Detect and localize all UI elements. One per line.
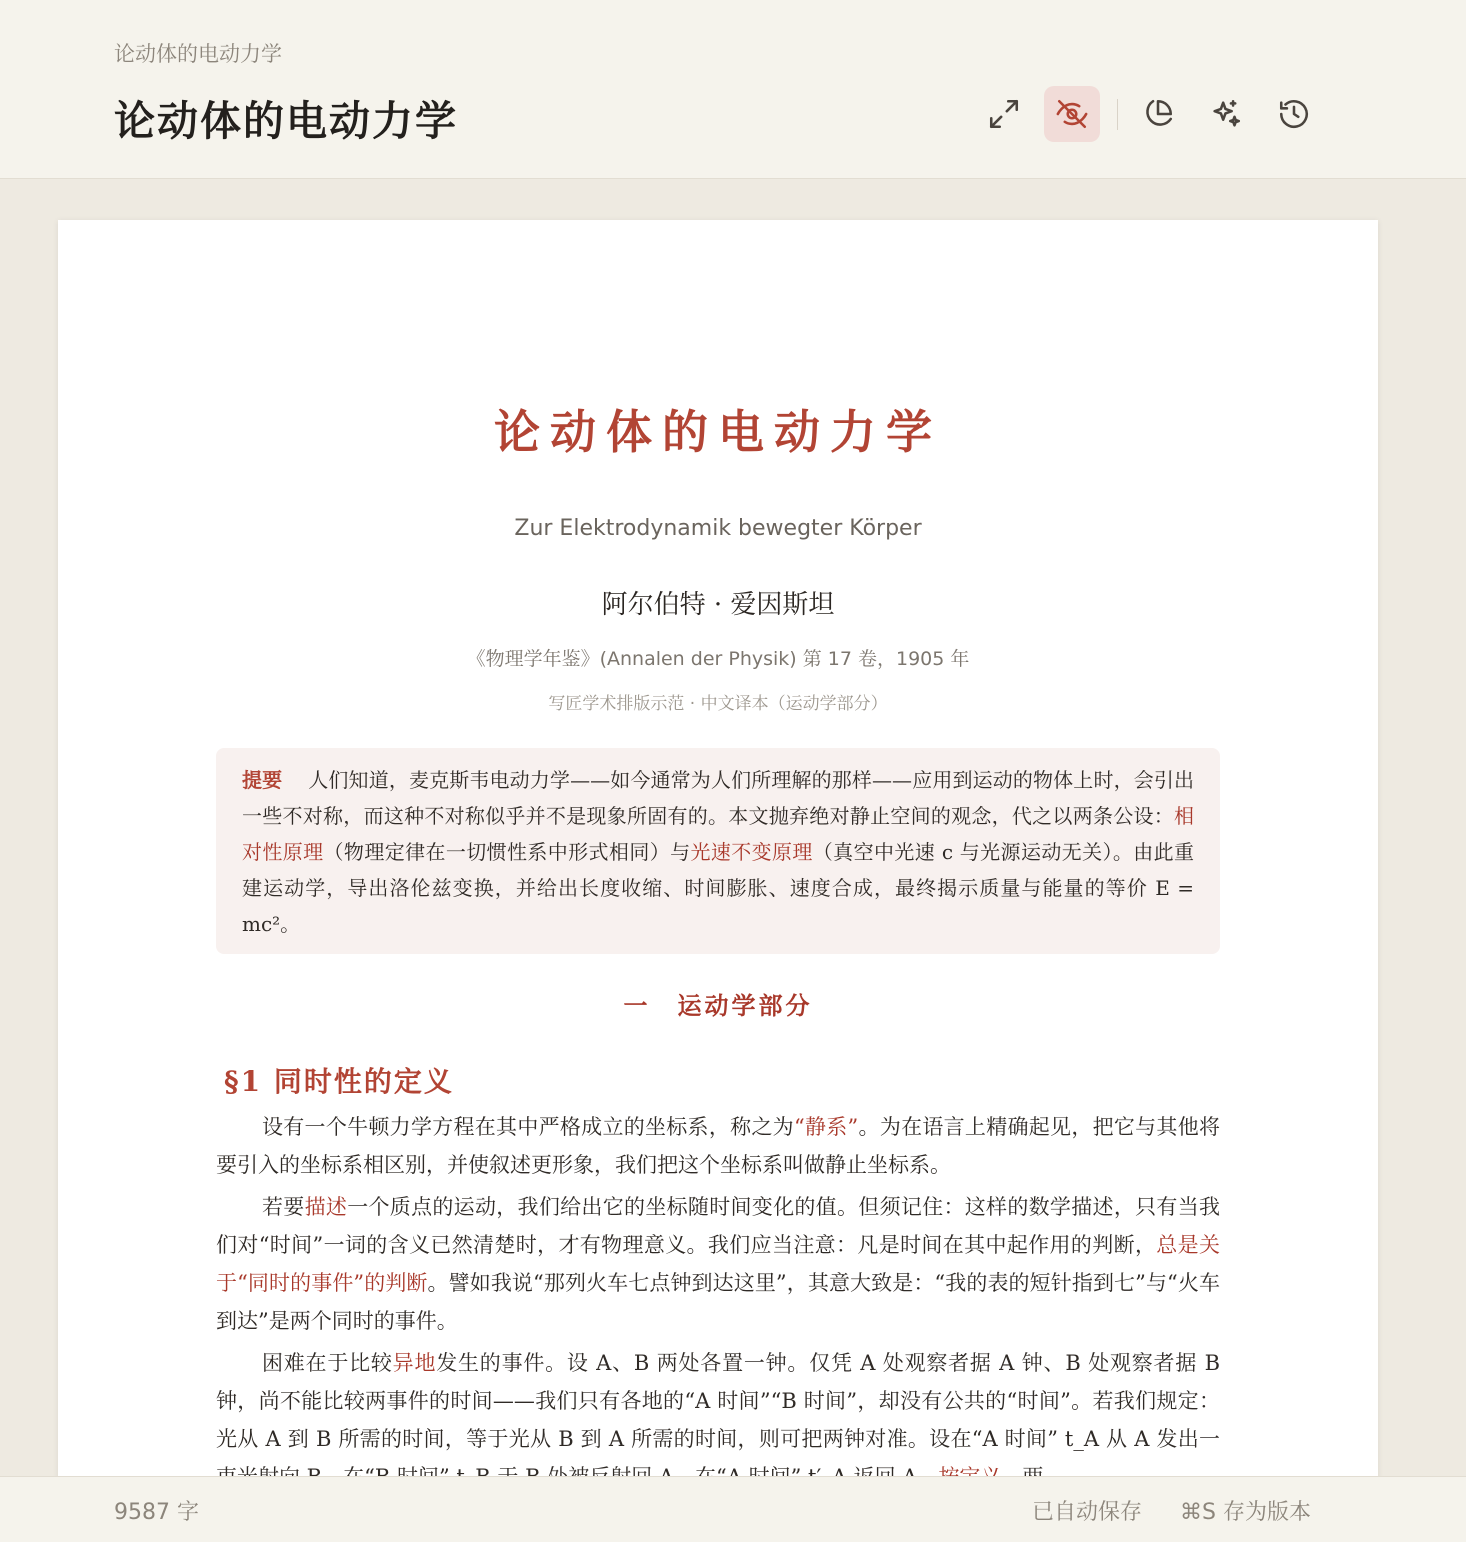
eye-off-icon: [1055, 97, 1089, 131]
paper-note: 写匠学术排版示范 · 中文译本（运动学部分）: [548, 694, 888, 714]
abstract-highlight: 相对性原理: [242, 804, 1194, 864]
paragraph-highlight: 总是关于“同时的事件”的判断: [216, 1233, 1221, 1295]
word-count: 9587 字: [114, 1500, 199, 1525]
expand-icon: [987, 97, 1021, 131]
statistics-button[interactable]: [1130, 86, 1186, 142]
toggle-visibility-button[interactable]: [1044, 86, 1100, 142]
document-page[interactable]: [58, 220, 1378, 1520]
section-heading: 一 运动学部分: [623, 991, 813, 1020]
paragraph-text: 困难在于比较: [262, 1351, 393, 1375]
document-title[interactable]: 论动体的电动力学: [114, 97, 458, 145]
paragraph-highlight: “静系”: [793, 1115, 859, 1139]
history-icon: [1277, 97, 1311, 131]
abstract-box: [216, 748, 1220, 954]
abstract-highlight: 光速不变原理: [690, 840, 813, 864]
abstract-text: 人们知道，麦克斯韦电动力学——如今通常为人们所理解的那样——应用到运动的物体上时，会引出一些不对称，而这种不对称似乎并不是现象所固有的。本文抛弃绝对静止空间的观念，代之以两条公设：: [242, 768, 1195, 828]
paragraph-text: 一个质点的运动，我们给出它的坐标随时间变化的值。但须记住：这样的数学描述，只有当我们对“时间”一词的含义已然清楚时，才有物理意义。我们应当注意：凡是时间在其中起作用的判断，: [216, 1195, 1221, 1257]
autosave-status: 已自动保存: [1032, 1500, 1143, 1525]
sparkle-icon: [1209, 97, 1243, 131]
paragraph-text: 若要: [262, 1195, 305, 1219]
paragraph: [216, 1188, 1220, 1340]
paper-title: 论动体的电动力学: [494, 405, 942, 459]
paragraph-text: 。譬如我说“那列火车七点钟到达这里”，其意大致是：“我的表的短针指到七”与“火车到达”是两个同时的事件。: [216, 1271, 1220, 1333]
subsection-heading: §1 同时性的定义: [224, 1065, 454, 1098]
paragraph-highlight: 异地: [392, 1351, 437, 1375]
history-button[interactable]: [1266, 86, 1322, 142]
paper-author: 阿尔伯特 · 爱因斯坦: [601, 590, 835, 620]
save-version-button[interactable]: ⌘S 存为版本: [1180, 1500, 1311, 1525]
paragraph-text: 。为在语言上精确起见，把它与其他将要引入的坐标系相区别，并使叙述更形象，我们把这个坐标系叫做静止坐标系。: [216, 1115, 1220, 1177]
paper-journal: 《物理学年鉴》(Annalen der Physik) 第 17 卷，1905 年: [466, 648, 970, 670]
editor-header: [0, 0, 1466, 179]
fullscreen-button[interactable]: [976, 86, 1032, 142]
breadcrumb[interactable]: 论动体的电动力学: [114, 42, 282, 66]
status-bar: [0, 1476, 1466, 1542]
paragraph-highlight: 描述: [304, 1195, 348, 1219]
paragraph-text: 发生的事件。设 A、B 两处各置一钟。仅凭 A 处观察者据 A 钟、B 处观察者据 B 钟，尚不能比较两事件的时间——我们只有各地的“A 时间”“B 时间”，却没有公共的“时间”。若我们规定：光从 A 到 B 所需的时间，等于光从 B 到 A 所需的时间，则可把两钟对准。设在“A 时间” t_A 从 A 发出一: [216, 1351, 1220, 1451]
ai-assist-button[interactable]: [1198, 86, 1254, 142]
toolbar-divider: [1117, 99, 1118, 130]
paragraph: [216, 1344, 1220, 1496]
abstract-label: 提要: [242, 768, 283, 792]
paper-subtitle: Zur Elektrodynamik bewegter Körper: [514, 516, 922, 541]
abstract-text: （真空中光速 c 与光源运动无关）。由此重建运动学，导出洛伦兹变换，并给出长度收缩、时间膨胀、速度合成，最终揭示质量与能量的等价 E = mc²。: [242, 840, 1195, 936]
paragraph: [216, 1108, 1220, 1184]
pie-chart-icon: [1141, 97, 1175, 131]
paragraph-text: 设有一个牛顿力学方程在其中严格成立的坐标系，称之为: [262, 1115, 794, 1139]
abstract-text: （物理定律在一切惯性系中形式相同）与: [323, 840, 691, 864]
body-text: [216, 1108, 1220, 1500]
